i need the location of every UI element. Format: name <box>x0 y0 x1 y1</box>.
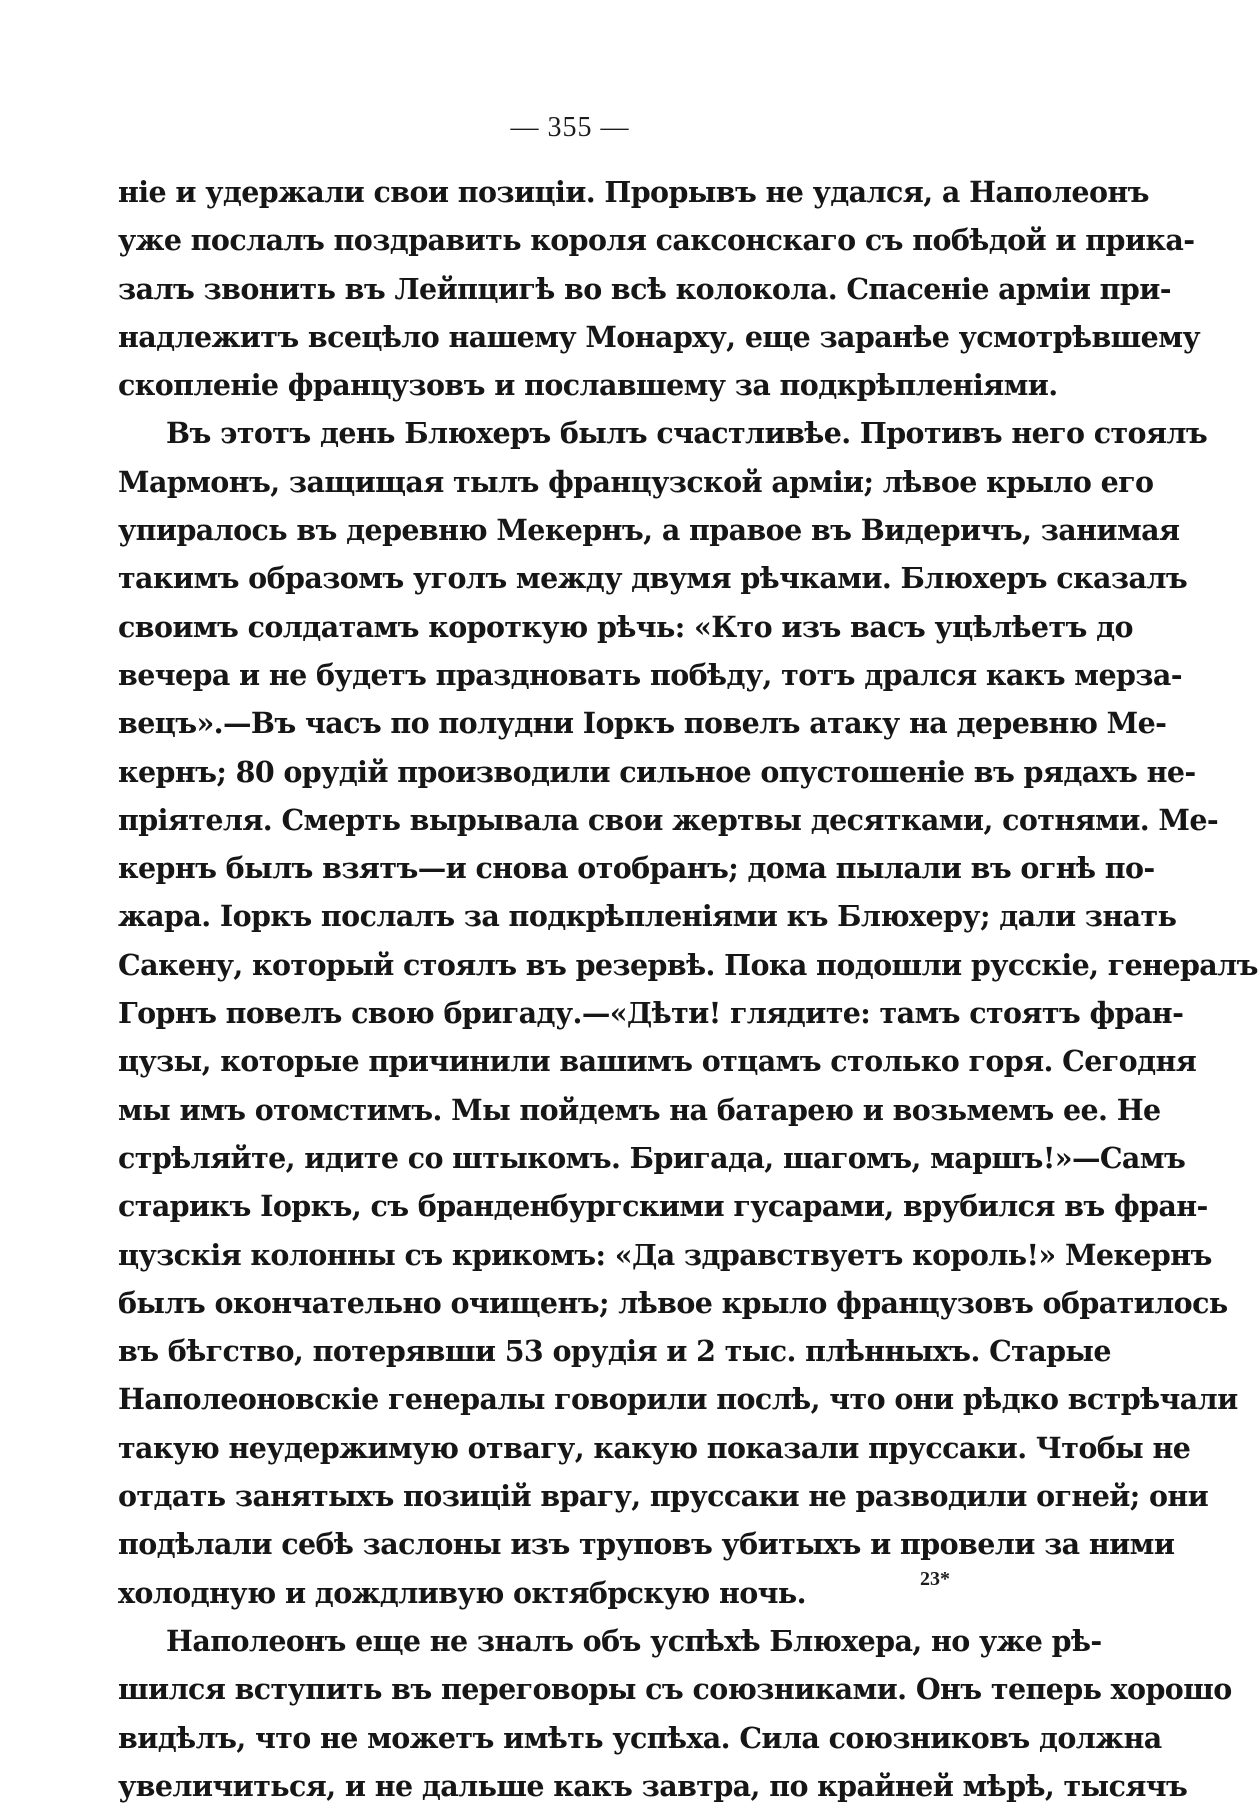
text-line: былъ окончательно очищенъ; лѣвое крыло французовъ обратилось <box>118 1285 1228 1320</box>
text-line: отдать занятыхъ позицій врагу, пруссаки не разводили огней; они <box>118 1479 1209 1514</box>
text-line: вечера и не будетъ праздновать побѣду, тотъ дрался какъ мерза- <box>118 657 1182 692</box>
text-line: Сакену, который стоялъ въ резервѣ. Пока подошли русскіе, генералъ <box>118 947 1258 982</box>
text-line: шился вступить въ переговоры съ союзниками. Онъ теперь хорошо <box>118 1672 1232 1707</box>
text-line: залъ звонить въ Лейпцигѣ во всѣ колокола. Спасеніе арміи при- <box>118 271 1171 306</box>
text-line: надлежитъ всецѣло нашему Монарху, еще заранѣе усмотрѣвшему <box>118 319 1201 354</box>
body-text <box>118 168 1258 1810</box>
text-line: пріятеля. Смерть вырывала свои жертвы десятками, сотнями. Ме- <box>118 802 1219 837</box>
paragraph <box>118 168 1201 409</box>
text-line: ніе и удержали свои позиціи. Прорывъ не удался, а Наполеонъ <box>118 175 1149 209</box>
text-line: старикъ Іоркъ, съ бранденбургскими гусарами, врубился въ фран- <box>118 1189 1208 1224</box>
text-line: увеличиться, и не дальше какъ завтра, по крайней мѣрѣ, тысячъ <box>118 1768 1188 1803</box>
text-line: своимъ солдатамъ короткую рѣчь: «Кто изъ васъ уцѣлѣетъ до <box>118 609 1133 644</box>
text-line: кернъ былъ взятъ—и снова отобранъ; дома пылали въ огнѣ по- <box>118 851 1155 886</box>
text-line: мы имъ отомстимъ. Мы пойдемъ на батарею и возьмемъ ее. Не <box>118 1092 1161 1127</box>
page-number: — 355 — <box>510 112 630 143</box>
text-line: Горнъ повелъ свою бригаду.—«Дѣти! глядите: тамъ стоятъ фран- <box>118 996 1184 1031</box>
text-line: Мармонъ, защищая тылъ французской арміи; лѣвое крыло его <box>118 464 1154 499</box>
text-line: цузскія колонны съ крикомъ: «Да здравствуетъ король!» Мекернъ <box>118 1237 1212 1272</box>
text-line: такимъ образомъ уголъ между двумя рѣчками. Блюхеръ сказалъ <box>118 561 1188 596</box>
text-line: кернъ; 80 орудій производили сильное опустошеніе въ рядахъ не- <box>118 754 1196 789</box>
text-line: подѣлали себѣ заслоны изъ труповъ убитыхъ и провели за ними <box>118 1527 1175 1562</box>
text-line: видѣлъ, что не можетъ имѣть успѣха. Сила союзниковъ должна <box>118 1720 1162 1755</box>
text-line: холодную и дождливую октябрскую ночь. <box>118 1575 806 1610</box>
text-line: стрѣляйте, идите со штыкомъ. Бригада, шагомъ, маршъ!»—Самъ <box>118 1140 1186 1175</box>
text-line: Наполеонъ еще не зналъ объ успѣхѣ Блюхера, но уже рѣ- <box>166 1623 1102 1658</box>
paragraph <box>118 409 1258 1616</box>
text-line: въ бѣгство, потерявши 53 орудія и 2 тыс. плѣнныхъ. Старые <box>118 1334 1111 1369</box>
text-line: скопленіе французовъ и пославшему за подкрѣпленіями. <box>118 368 1058 403</box>
text-line: вецъ».—Въ часъ по полудни Іоркъ повелъ атаку на деревню Ме- <box>118 706 1167 741</box>
signature-mark: 23* <box>920 1568 950 1590</box>
text-line: цузы, которые причинили вашимъ отцамъ столько горя. Сегодня <box>118 1044 1197 1079</box>
text-line: такую неудержимую отвагу, какую показали пруссаки. Чтобы не <box>118 1430 1191 1465</box>
text-line: Въ этотъ день Блюхеръ былъ счастливѣе. Противъ него стоялъ <box>166 416 1208 451</box>
text-line: уже послалъ поздравить короля саксонскаго съ побѣдой и прика- <box>118 223 1195 258</box>
text-line: Наполеоновскіе генералы говорили послѣ, что они рѣдко встрѣчали <box>118 1382 1238 1417</box>
text-line: жара. Іоркъ послалъ за подкрѣпленіями къ Блюхеру; дали знать <box>118 899 1177 934</box>
text-line: упиралось въ деревню Мекернъ, а правое въ Видеричъ, занимая <box>118 513 1180 548</box>
paragraph <box>118 1617 1232 1810</box>
